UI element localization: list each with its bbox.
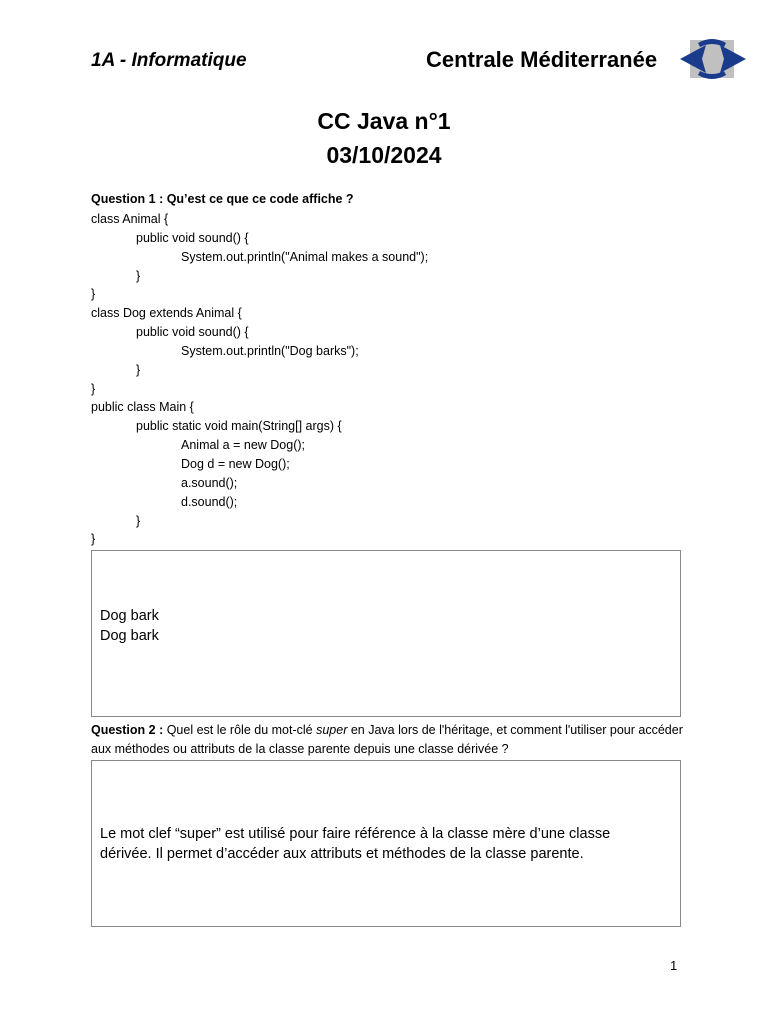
school-name: Centrale Méditerranée [426,47,658,72]
code-line: } [91,381,96,396]
question-1-label: Question 1 : Qu’est ce que ce code affiche ? [91,192,354,206]
code-line: System.out.println("Dog barks"); [181,343,359,358]
code-line: public void sound() { [136,230,249,245]
page-number: 1 [670,958,678,973]
question-2-label: Question 2 : [91,723,164,737]
answer-box-2 [91,760,681,927]
code-line: } [91,287,96,302]
code-line: class Dog extends Animal { [91,306,242,321]
code-line: } [136,513,141,528]
course-label: 1A - Informatique [91,50,247,71]
answer-1-line: Dog bark [100,608,159,624]
question-2-after: en Java lors de l'héritage, et comment l'utiliser pour accéder aux méthodes ou attributs de la classe parente depuis une classe dérivée ? [91,723,683,756]
code-line: a.sound(); [181,475,238,490]
code-line: Dog d = new Dog(); [181,456,290,471]
code-line: } [136,268,141,283]
answer-box-1 [91,550,681,717]
question-2-keyword: super [316,723,348,737]
answer-1-line: Dog bark [100,627,159,644]
exam-date: 03/10/2024 [326,142,442,168]
code-line: d.sound(); [181,494,238,509]
code-line: } [91,532,96,547]
exam-title: CC Java n°1 [317,108,451,134]
code-line: Animal a = new Dog(); [181,438,306,453]
school-logo-icon [680,37,746,81]
code-line: public static void main(String[] args) { [136,419,342,434]
code-line: class Animal { [91,212,169,226]
answer-1-text [100,607,159,646]
code-line: public void sound() { [136,325,249,340]
code-line: public class Main { [91,400,194,415]
code-listing [91,210,428,549]
code-line: System.out.println("Animal makes a sound"); [181,249,429,264]
code-line: } [136,362,141,377]
question-2-text [91,721,691,758]
question-2-before: Quel est le rôle du mot-clé [163,723,317,737]
answer-2-text: Le mot clef “super” est utilisé pour faire référence à la classe mère d’une classe dérivée. Il permet d’accéder aux attributs et méthodes de la classe parente. [100,826,611,862]
